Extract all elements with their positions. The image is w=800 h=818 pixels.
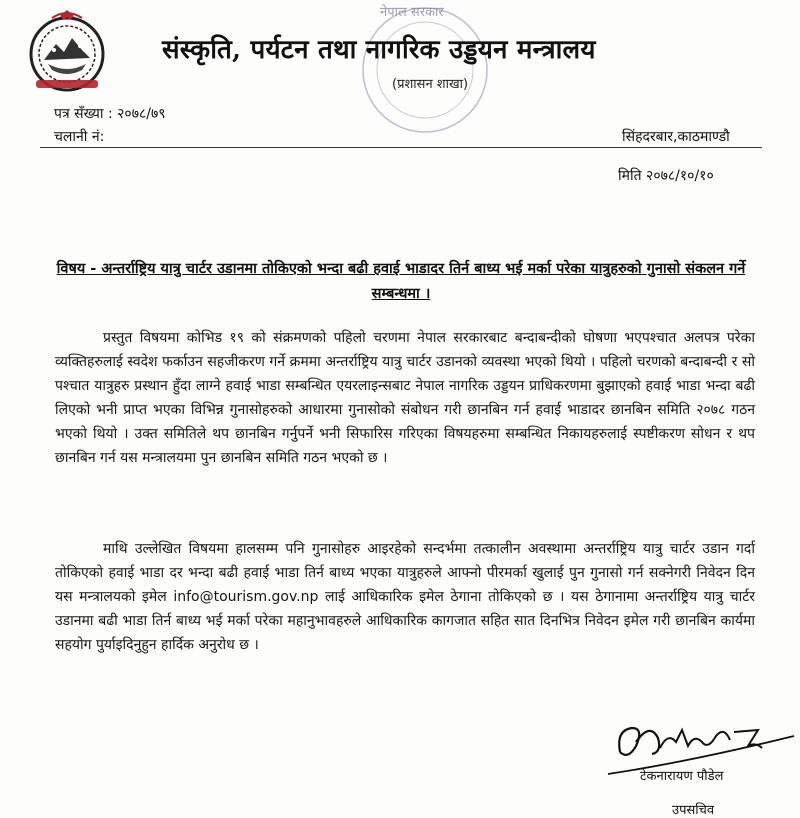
letter-subject: विषय - अन्तर्राष्ट्रिय यात्रु चार्टर उडानमा तोकिएको भन्दा बढी हवाई भाडादर तिर्न बाध्य भई मर्का परेका यात्रुहरुको गुनासो संकलन गर्ने सम्बन्धमा । [56, 261, 746, 302]
signatory-title: उपसचिव [672, 803, 715, 818]
ministry-title: संस्कृति, पर्यटन तथा नागरिक उड्डयन मन्त्रालय [162, 35, 596, 65]
stamp-government-text: नेपाल सरकार [380, 5, 444, 20]
body-paragraph-1: प्रस्तुत विषयमा कोभिड १९ को संक्रमणको पहिलो चरणमा नेपाल सरकारबाट बन्दाबन्दीको घोषणा भएपश्चात अलपत्र परेका व्यक्तिहरुलाई स्वदेश फर्काउन सहजीकरण गर्ने क्रममा अन्तर्राष्ट्रिय यात्रु चार्टर उडानको व्यवस्था भएको थियो । पहिलो चरणको बन्दाबन्दी र सो पश्चात यात्रुहरु प्रस्थान हुँदा लाग्ने हवाई भाडा सम्बन्धित एयरलाइन्सबाट नेपाल नागरिक उड्डयन प्राधिकरणमा बुझाएको हवाई भाडा भन्दा बढी लिएको भनी प्राप्त भएका विभिन्न गुनासोहरुको आधारमा गुनासोको संबोधन गरी छानबिन गर्न हवाई भाडादर छानबिन समिति २०७८ गठन भएको थियो । उक्त समितिले थप छानबिन गर्नुपर्ने भनी सिफारिस गरिएका विषयहरुमा सम्बन्धित निकायहरुलाई स्पष्टीकरण सोधन र थप छानबिन गर्न यस मन्त्रालयमा पुन छानबिन समिति गठन भएको छ । [55, 330, 755, 466]
letter-number: पत्र सँख्या : २०७८/७९ [54, 106, 166, 122]
dispatch-number: चलानी नं: [54, 129, 105, 145]
header-divider [40, 147, 762, 148]
signatory-name: टेकनारायण पौडेल [640, 769, 724, 784]
office-address: सिंहदरबार,काठमाण्डौ [622, 129, 730, 145]
body-paragraph-2: माथि उल्लेखित विषयमा हालसम्म पनि गुनासोहरु आइरहेको सन्दर्भमा तत्कालीन अवस्थामा अन्तर्राष्ट्रिय यात्रु चार्टर उडान गर्दा तोकिएको हवाई भाडा दर भन्दा बढी हवाई भाडा तिर्न बाध्य भएका यात्रुहरुले आफ्नो पीरमर्का खुलाई पुन गुनासो गर्न सक्नेगरी निवेदन दिन यस मन्त्रालयको इमेल info@tourism.gov.np लाई आधिकारिक इमेल ठेगाना तोकिएको छ । यस ठेगानामा अन्तर्राष्ट्रिय यात्रु चार्टर उडानमा बढी भाडा तिर्न बाध्य भई मर्का परेका महानुभावहरुले आधिकारिक कागजात सहित सात दिनभित्र निवेदन इमेल गरी छानबिन कार्यमा सहयोग पुर्याइदिनुहुन हार्दिक अनुरोध छ । [55, 541, 755, 653]
branch-name: (प्रशासन शाखा) [392, 77, 469, 92]
government-emblem-icon [22, 8, 112, 94]
letter-date: मिति २०७८/१०/१० [618, 168, 714, 184]
